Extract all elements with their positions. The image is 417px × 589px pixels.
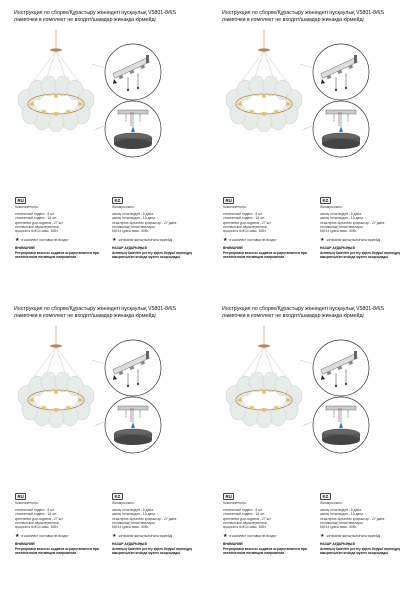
ru-warning-title: ВНИМАНИЕ!: [15, 542, 36, 546]
kz-electrical-specs: [112, 521, 194, 530]
ru-completeness-label: Комплектность:: [15, 501, 39, 505]
ru-spec-item: крепление для подвеса - 27 шт.: [15, 516, 64, 521]
star-icon: ★: [112, 237, 117, 243]
kz-warning-title: НАЗАР АУДАРЫҢЫЗ!: [112, 542, 148, 546]
ru-warning-text: Регулировка высоты подвеса осуществляется при отключенном питающем напряжении.: [15, 547, 99, 556]
kz-electrical-item: техникалық сипаттамалары:: [112, 225, 156, 229]
kz-spec-item: шыны ілгіштерден - 8 дана.: [320, 508, 363, 512]
kz-electrical-item: техникалық сипаттамалары:: [112, 521, 156, 525]
kz-electrical-item: 6xE14 қуаты макс. 40Вт.: [112, 229, 149, 234]
kz-star-note: [320, 238, 380, 242]
ru-star-note-text: в комплект поставки не входят: [229, 534, 277, 538]
kz-spec-item: шыны ілгіштерден - 8 дана.: [112, 212, 155, 216]
panel-title: Инструкция по сборке/Құрастыру жөніндегі нұсқаулық V5801-8/6S лампочки в комплект не входят/шамдар жинаққа кірмейді: [14, 10, 176, 23]
ru-warning-text: Регулировка высоты подвеса осуществляется при отключенном питающем напряжении.: [223, 251, 307, 260]
kz-electrical-item: 6xE14 қуаты макс. 40Вт.: [320, 229, 357, 234]
kz-warning-text: Аспаның биіктігін реттеу қорек беруші кернеудің ажыратылған кезінде жүзеге асырылады.: [112, 547, 193, 556]
star-icon: ★: [15, 237, 20, 243]
kz-spec-item: шыны ілгіштерден - 16 дана.: [112, 512, 156, 517]
star-icon: ★: [223, 533, 228, 539]
kz-spec-item: ілгіштеріне арналған қосқыштар - 27 дана.: [112, 516, 178, 521]
kz-spec-list: [112, 508, 194, 521]
ru-language-badge: RU: [15, 493, 26, 500]
ru-electrical-item: мощность 6xE14 макс. 40Вт.: [223, 525, 267, 530]
kz-spec-item: шыны ілгіштерден - 8 дана.: [112, 508, 155, 512]
ru-language-badge: RU: [223, 197, 234, 204]
ru-completeness-label: Комплектность:: [223, 205, 247, 209]
ru-language-badge: RU: [223, 493, 234, 500]
panel-title: Инструкция по сборке/Құрастыру жөніндегі нұсқаулық V5801-8/6S лампочки в комплект не входят/шамдар жинаққа кірмейді: [14, 306, 176, 319]
star-icon: ★: [320, 237, 325, 243]
kz-language-badge: KZ: [112, 197, 123, 204]
kz-star-note-text: жеткізілім жинақтылығына кірмейді: [118, 238, 173, 242]
ru-star-note: [223, 238, 277, 242]
star-icon: ★: [15, 533, 20, 539]
ru-electrical-item: мощность 6xE14 макс. 40Вт.: [15, 229, 59, 234]
ru-spec-item: стеклянный подвес - 16 шт.: [15, 512, 57, 517]
star-icon: ★: [112, 533, 117, 539]
kz-electrical-item: 6xE14 қуаты макс. 40Вт.: [320, 525, 357, 530]
ru-spec-item: стеклянный подвес - 8 шт.: [15, 212, 55, 216]
ru-electrical-item: технические характеристики:: [223, 521, 268, 525]
ru-spec-list: [223, 508, 315, 521]
ru-language-badge: RU: [15, 197, 26, 204]
kz-star-note: [112, 534, 172, 538]
callout-lines: [0, 336, 196, 436]
kz-spec-item: ілгіштеріне арналған қосқыштар - 27 дана.: [320, 516, 386, 521]
ru-star-note-text: в комплект поставки не входят: [21, 238, 69, 242]
ru-spec-item: стеклянный подвес - 8 шт.: [223, 212, 263, 216]
instruction-panel: [0, 0, 196, 280]
kz-star-note-text: жеткізілім жинақтылығына кірмейді: [326, 534, 381, 538]
kz-electrical-specs: [320, 521, 402, 530]
ru-spec-list: [223, 212, 315, 225]
instruction-panel: [0, 296, 196, 576]
kz-star-note-text: жеткізілім жинақтылығына кірмейді: [326, 238, 381, 242]
kz-spec-item: шыны ілгіштерден - 16 дана.: [320, 216, 364, 221]
kz-electrical-item: техникалық сипаттамалары:: [320, 225, 364, 229]
ru-warning-title: ВНИМАНИЕ!: [15, 246, 36, 250]
star-icon: ★: [223, 237, 228, 243]
instruction-panel: [208, 296, 404, 576]
ru-spec-item: стеклянный подвес - 8 шт.: [15, 508, 55, 512]
kz-completeness-label: Жинақтылығы:: [320, 501, 343, 505]
ru-warning-title: ВНИМАНИЕ!: [223, 246, 244, 250]
kz-warning-title: НАЗАР АУДАРЫҢЫЗ!: [320, 542, 356, 546]
ru-star-note: [15, 238, 69, 242]
kz-language-badge: KZ: [112, 493, 123, 500]
ru-warning-title: ВНИМАНИЕ!: [223, 542, 244, 546]
kz-electrical-item: техникалық сипаттамалары:: [320, 521, 364, 525]
ru-warning-text: Регулировка высоты подвеса осуществляется при отключенном питающем напряжении.: [15, 251, 99, 260]
kz-spec-item: ілгіштеріне арналған қосқыштар - 27 дана.: [320, 220, 386, 225]
ru-electrical-specs: [15, 225, 107, 234]
ru-spec-item: стеклянный подвес - 16 шт.: [223, 512, 265, 517]
ru-spec-item: стеклянный подвес - 16 шт.: [15, 216, 57, 221]
ru-spec-item: стеклянный подвес - 8 шт.: [223, 508, 263, 512]
ru-electrical-item: мощность 6xE14 макс. 40Вт.: [15, 525, 59, 530]
ru-spec-item: стеклянный подвес - 16 шт.: [223, 216, 265, 221]
kz-spec-list: [112, 212, 194, 225]
ru-electrical-specs: [223, 225, 315, 234]
kz-spec-list: [320, 508, 402, 521]
callout-lines: [0, 40, 196, 140]
ru-star-note: [15, 534, 69, 538]
kz-warning-title: НАЗАР АУДАРЫҢЫЗ!: [320, 246, 356, 250]
kz-star-note: [112, 238, 172, 242]
kz-spec-item: шыны ілгіштерден - 16 дана.: [320, 512, 364, 517]
kz-warning-title: НАЗАР АУДАРЫҢЫЗ!: [112, 246, 148, 250]
kz-warning-text: Аспаның биіктігін реттеу қорек беруші кернеудің ажыратылған кезінде жүзеге асырылады.: [112, 251, 193, 260]
kz-completeness-label: Жинақтылығы:: [112, 205, 135, 209]
kz-spec-item: шыны ілгіштерден - 16 дана.: [112, 216, 156, 221]
kz-completeness-label: Жинақтылығы:: [320, 205, 343, 209]
ru-star-note-text: в комплект поставки не входят: [21, 534, 69, 538]
kz-spec-item: шыны ілгіштерден - 8 дана.: [320, 212, 363, 216]
callout-lines: [208, 336, 404, 436]
ru-electrical-item: технические характеристики:: [15, 225, 60, 229]
kz-electrical-specs: [112, 225, 194, 234]
ru-spec-list: [15, 212, 107, 225]
ru-star-note-text: в комплект поставки не входят: [229, 238, 277, 242]
kz-spec-item: ілгіштеріне арналған қосқыштар - 27 дана.: [112, 220, 178, 225]
panel-title: Инструкция по сборке/Құрастыру жөніндегі нұсқаулық V5801-8/6S лампочки в комплект не входят/шамдар жинаққа кірмейді: [222, 306, 384, 319]
ru-electrical-item: мощность 6xE14 макс. 40Вт.: [223, 229, 267, 234]
ru-spec-list: [15, 508, 107, 521]
instruction-panel: [208, 0, 404, 280]
kz-electrical-item: 6xE14 қуаты макс. 40Вт.: [112, 525, 149, 530]
ru-electrical-specs: [223, 521, 315, 530]
ru-star-note: [223, 534, 277, 538]
callout-lines: [208, 40, 404, 140]
ru-completeness-label: Комплектность:: [15, 205, 39, 209]
ru-electrical-item: технические характеристики:: [223, 225, 268, 229]
kz-star-note: [320, 534, 380, 538]
ru-electrical-specs: [15, 521, 107, 530]
kz-language-badge: KZ: [320, 197, 331, 204]
ru-electrical-item: технические характеристики:: [15, 521, 60, 525]
ru-warning-text: Регулировка высоты подвеса осуществляется при отключенном питающем напряжении.: [223, 547, 307, 556]
star-icon: ★: [320, 533, 325, 539]
panel-title: Инструкция по сборке/Құрастыру жөніндегі нұсқаулық V5801-8/6S лампочки в комплект не входят/шамдар жинаққа кірмейді: [222, 10, 384, 23]
ru-spec-item: крепление для подвеса - 27 шт.: [223, 220, 272, 225]
kz-star-note-text: жеткізілім жинақтылығына кірмейді: [118, 534, 173, 538]
kz-warning-text: Аспаның биіктігін реттеу қорек беруші кернеудің ажыратылған кезінде жүзеге асырылады.: [320, 547, 401, 556]
ru-completeness-label: Комплектность:: [223, 501, 247, 505]
kz-completeness-label: Жинақтылығы:: [112, 501, 135, 505]
ru-spec-item: крепление для подвеса - 27 шт.: [223, 516, 272, 521]
kz-electrical-specs: [320, 225, 402, 234]
kz-spec-list: [320, 212, 402, 225]
kz-language-badge: KZ: [320, 493, 331, 500]
kz-warning-text: Аспаның биіктігін реттеу қорек беруші кернеудің ажыратылған кезінде жүзеге асырылады.: [320, 251, 401, 260]
ru-spec-item: крепление для подвеса - 27 шт.: [15, 220, 64, 225]
